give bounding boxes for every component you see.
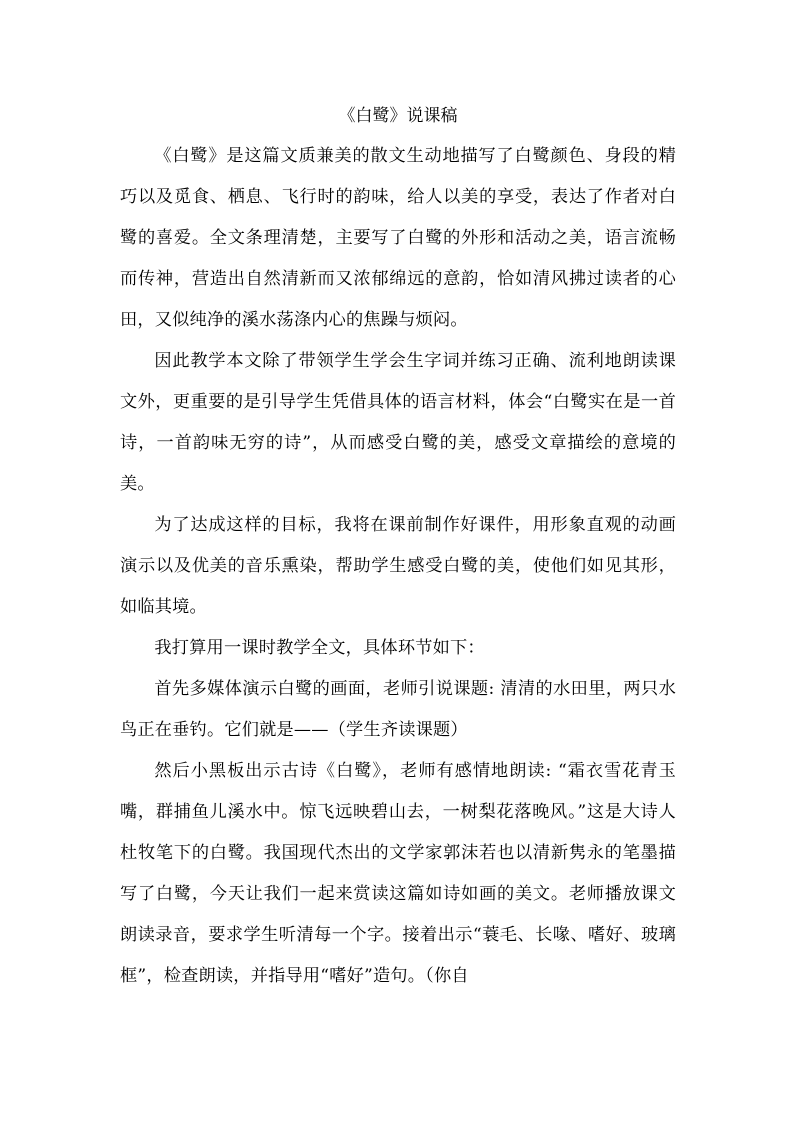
paragraph-3: 为了达成这样的目标，我将在课前制作好课件，用形象直观的动画演示以及优美的音乐熏染，帮助学生感受白鹭的美，使他们如见其形，如临其境。 bbox=[120, 515, 676, 617]
document-title: 《白鹭》说课稿 bbox=[338, 106, 458, 126]
paragraph-2: 因此教学本文除了带领学生学会生字词并练习正确、流利地朗读课文外，更重要的是引导学生凭借具体的语言材料，体会“白鹭实在是一首诗，一首韵味无穷的诗”，从而感受白鹭的美，感受文章描绘的意境的美。 bbox=[120, 351, 676, 494]
document-page bbox=[120, 100, 676, 997]
paragraph-6: 然后小黑板出示古诗《白鹭》，老师有感情地朗读: “霜衣雪花青玉嘴，群捕鱼儿溪水中。惊飞远映碧山去，一树梨花落晚风。”这是大诗人杜牧笔下的白鹭。我国现代杰出的文学家郭沫若也以清新隽永的笔墨描写了白鹭，今天让我们一起来赏读这篇如诗如画的美文。老师播放课文朗读录音，要求学生听清每一个字。接着出示“蓑毛、长喙、嗜好、玻璃框”，检查朗读，并指导用“嗜好”造句。（你自 bbox=[120, 761, 676, 986]
paragraph-1: 《白鹭》是这篇文质兼美的散文生动地描写了白鹭颜色、身段的精巧以及觅食、栖息、飞行时的韵味，给人以美的享受，表达了作者对白鹭的喜爱。全文条理清楚，主要写了白鹭的外形和活动之美，语言流畅而传神，营造出自然清新而又浓郁绵远的意韵，恰如清风拂过读者的心田，又似纯净的溪水荡涤内心的焦躁与烦闷。 bbox=[120, 146, 676, 330]
paragraph-4: 我打算用一课时教学全文，具体环节如下： bbox=[154, 638, 485, 658]
paragraph-5: 首先多媒体演示白鹭的画面，老师引说课题: 清清的水田里，两只水鸟正在垂钓。它们就是——（学生齐读课题） bbox=[120, 679, 676, 740]
